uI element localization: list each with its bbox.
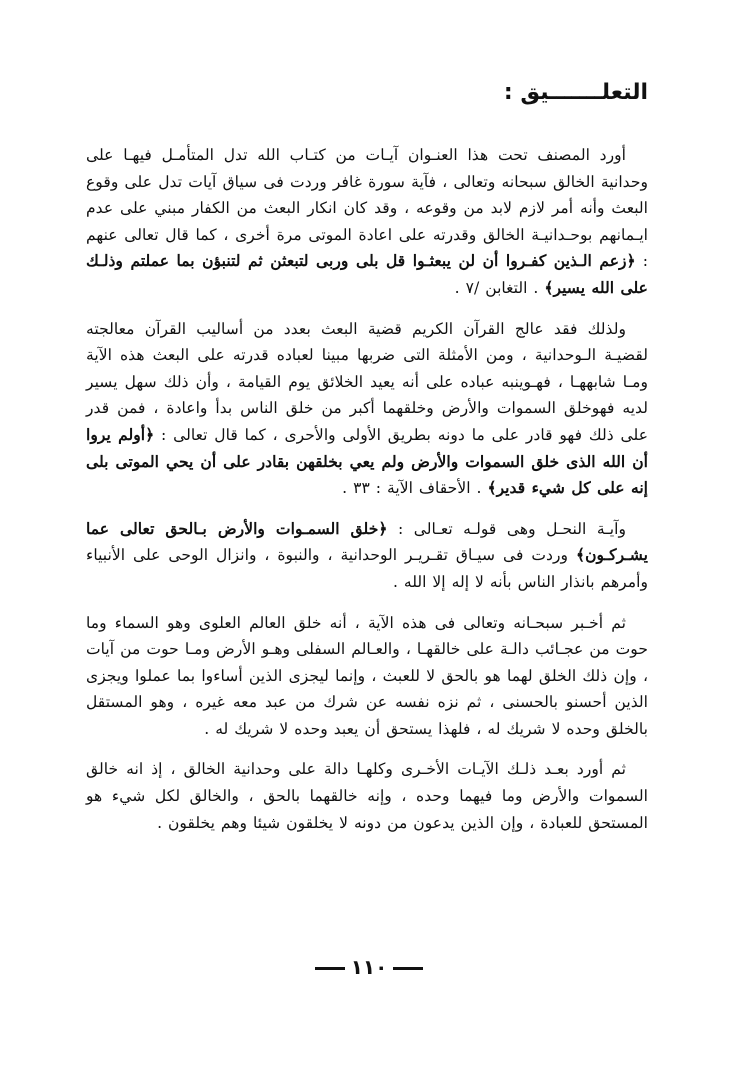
page-number-value: ١١٠ [350,955,388,979]
page-number [0,955,738,979]
paragraph-3-quote: ﴿خلق السمـوات والأرض بـالحق تعالى عما يشـركـون﴾ [86,518,648,565]
page-number-dash-right [393,967,423,970]
paragraph-3-continuation: وردت فى سيـاق تقـريـر الوحدانية ، والنبوة ، وانزال الوحى على الأنبياء وأمرهم بانذار الناس بأنه لا إله إلا الله . [86,546,648,591]
paragraph-3 [86,516,648,596]
paragraph-2 [86,316,648,502]
paragraph-4-text: ثم أخـبر سبحـانه وتعالى فى هذه الآية ، أنه خلق العالم العلوى وهو السماء وما حوت من عجـائب دالـة على خالقهـا ، والعـالم السفلى وهـو الأرض ومـا حوت من آيات ، وإن ذلك الخلق لهما هو بالحق لا للعبث ، وإنما ليجزى الذين أساءوا بما عملوا ويجزى الذين أحسنو بالحسنى ، ثم نزه نفسه عن شرك من عبد معه غيره ، وهو المستقل بالخلق وحده لا شريك له ، فلهذا يستحق أن يعبد وحده لا شريك له . [86,613,648,738]
paragraph-1 [86,142,648,302]
paragraph-4 [86,610,648,743]
paragraph-5-text: ثم أورد بعـد ذلـك الآيـات الأخـرى وكلهـا دالة على وحدانية الخالق ، إذ انه خالق السموات والأرض وما فيهما وحده ، وإنه خالقهما بالحق ، والخالق لكل شيء هو المستحق للعبادة ، وإن الذين يدعون من دونه لا يخلقون شيئا وهم يخلقون . [86,760,648,832]
section-heading: التعلـــــــيق : [503,80,648,105]
paragraph-5 [86,756,648,836]
paragraph-2-quote: ﴿أولم يروا أن الله الذى خلق السموات والأرض ولم يعي بخلقهن بقادر على أن يحي الموتى بلى إنه على كل شيء قدير﴾ [86,424,648,498]
paragraph-2-citation: . الأحقاف الآية : ٣٣ . [342,479,482,498]
paragraph-2-text: ولذلك فقد عالج القرآن الكريم قضية البعث بعدد من أساليب القرآن معالجته لقضيـة الـوحدانية ، ومن الأمثلة التى ضربها مبينا لعباده قدرته على البعث هذه الآية ومـا شابههـا ، فهـوينبه عباده على أنه يعيد الخلائق يوم القيامة ، وأن ذلك سهل يسير لديه فهوخلق السموات والأرض وخلقهما أكبر من خلق الناس بدأ واعادة ، فمن قدر على ذلك فهو قادر على ما دونه بطريق الأولى والأحرى ، كما قال تعالى : [86,319,648,444]
page-number-dash-left [315,967,345,970]
paragraph-3-text: وآيـة النحـل وهى قولـه تعـالى : [398,519,626,538]
paragraph-1-text: أورد المصنف تحت هذا العنـوان آيـات من كتـاب الله تدل المتأمـل فيهـا على وحدانية الخالق سبحانه وتعالى ، فآية سورة غافر وردت فى سياق آيات تدل على وقوع البعث وأنه أمر لازم لابد من وقوعه ، وقد كان انكار البعث من الكفار مبني على عدم ايـمانهم بوحـدانيـة الخالق وقدرته على اعادة الموتى مرة أخرى ، كما قال تعالى عنهم : [86,146,649,271]
paragraph-1-quote: ﴿زعم الـذين كفـروا أن لن يبعثـوا قل بلى وربى لتبعثن ثم لتنبؤن بما عملتم وذلـك على الله يسير﴾ [86,251,648,297]
paragraph-1-citation: . التغابن /٧ . [454,278,539,297]
